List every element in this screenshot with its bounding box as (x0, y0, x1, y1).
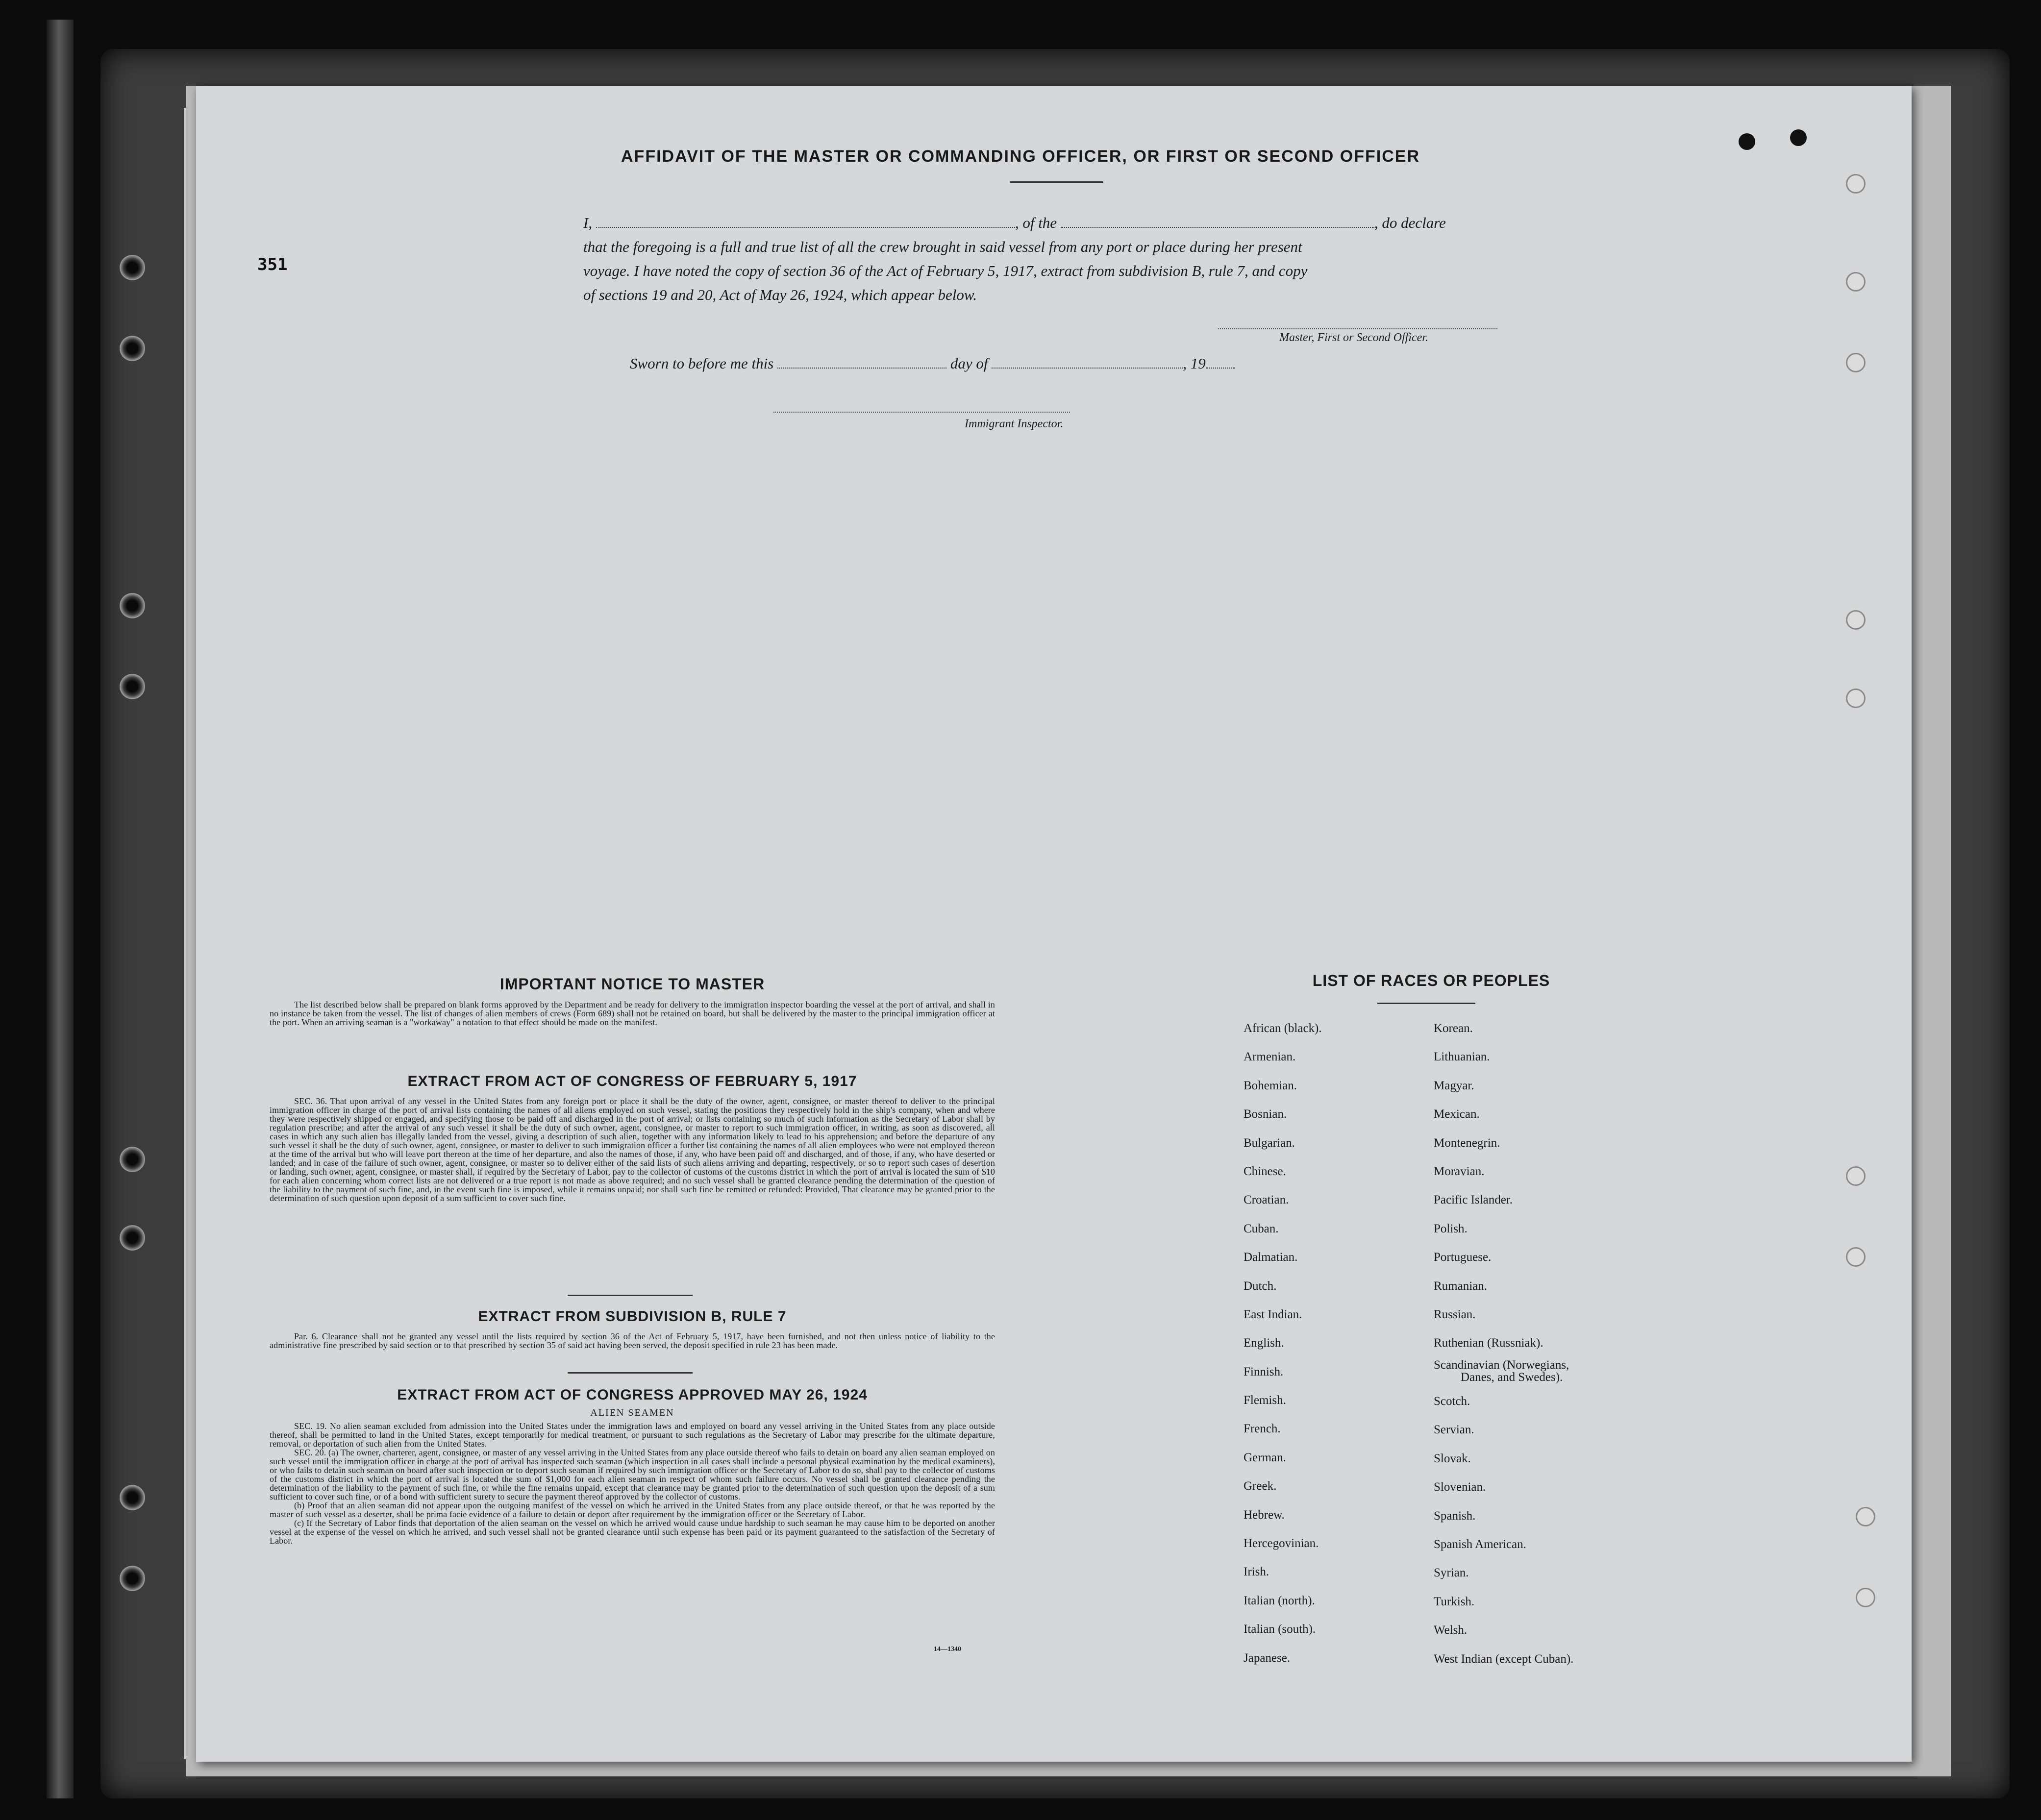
race-item: Rumanian. (1434, 1279, 1488, 1293)
notice-text: The list described below shall be prepared on blank forms approved by the Department and be ready for delivery to the immigration inspector boarding the vessel at the port of arrival, and shall in no instance be taken from the vessel. The list of changes of alien members of crews (Form 689) shall not be retained on board, but shall be delivered by the master to the principal immigration officer at the port. When an arriving seaman is a "workaway" a notation to that effect should be made on the manifest. (270, 1000, 995, 1027)
binder-hole (120, 1225, 145, 1251)
race-item: Mexican. (1434, 1107, 1480, 1121)
sec-20c-text: (c) If the Secretary of Labor finds that deportation of the alien seaman on the vessel on which he arrived would cause undue hardship to such seaman he may cause him to be deported on another vessel at the expense of the vessel on which he arrived, and such vessel shall not be granted clearance until such expense has been paid or its payment guaranteed to the satisfaction of the Secretary of Labor. (270, 1518, 995, 1546)
sheet-hole (1856, 1507, 1875, 1526)
race-item: Hebrew. (1244, 1508, 1285, 1522)
races-list-left (1244, 1014, 1322, 1672)
extract-1924 (270, 1387, 995, 1545)
day-of-text: day of (950, 355, 988, 372)
race-item: Pacific Islander. (1434, 1193, 1513, 1207)
race-item: Polish. (1434, 1222, 1468, 1235)
race-item: Irish. (1244, 1565, 1269, 1579)
notice-title: IMPORTANT NOTICE TO MASTER (499, 975, 765, 993)
race-item: Welsh. (1434, 1623, 1468, 1637)
affidavit-declaration (583, 211, 1534, 307)
section-divider (568, 1372, 693, 1374)
binder-hole (120, 1147, 145, 1172)
binder-edge (47, 20, 74, 1798)
inspector-signature-line[interactable] (773, 411, 1070, 413)
extract-1917 (270, 1073, 995, 1203)
sheet-hole (1846, 689, 1866, 708)
sheet-hole (1846, 272, 1866, 292)
name-blank[interactable] (596, 214, 1015, 228)
binder-hole (120, 1485, 145, 1510)
binder-hole (120, 255, 145, 280)
sec-20b-text: (b) Proof that an alien seaman did not appear upon the outgoing manifest of the vessel on which he arrived in the United States from any place outside thereof, or that he was reported by the master of such vessel as a deserter, shall be prima facie evidence of a failure to detain or deport after requirement by the immigration officer or the Secretary of Labor. (270, 1500, 995, 1519)
race-item: East Indian. (1244, 1307, 1302, 1321)
race-item: Dutch. (1244, 1279, 1277, 1293)
sheet-hole (1856, 1588, 1875, 1607)
binder-hole (120, 593, 145, 618)
race-item: French. (1244, 1422, 1281, 1436)
race-item: Servian. (1434, 1423, 1474, 1437)
race-item: Spanish. (1434, 1509, 1476, 1523)
race-item: West Indian (except Cuban). (1434, 1652, 1574, 1666)
notices-column (270, 975, 995, 1027)
sworn-year-blank[interactable] (1206, 357, 1235, 369)
declaration-line-4: of sections 19 and 20, Act of May 26, 1924, which appear below. (583, 286, 977, 303)
declaration-i: I, (583, 214, 593, 231)
section-divider (568, 1295, 693, 1296)
binder-hole (120, 336, 145, 361)
title-underline (1010, 181, 1103, 183)
binder-hole (120, 674, 145, 699)
race-item: Armenian. (1244, 1050, 1296, 1064)
master-signature-label: Master, First or Second Officer. (1279, 331, 1428, 344)
race-item: Italian (south). (1244, 1623, 1316, 1636)
race-item: Turkish. (1434, 1595, 1475, 1608)
declaration-line-1 (583, 211, 1534, 235)
race-item: Bulgarian. (1244, 1136, 1295, 1150)
race-item: Russian. (1434, 1307, 1476, 1321)
race-item (1434, 1358, 1573, 1387)
sheet-hole (1846, 174, 1866, 194)
declaration-line-3: voyage. I have noted the copy of section 36 of the Act of February 5, 1917, extract from subdivision B, rule 7, and copy (583, 262, 1308, 279)
sheet-hole (1846, 1166, 1866, 1186)
race-item: Chinese. (1244, 1164, 1286, 1178)
extract-1917-title: EXTRACT FROM ACT OF CONGRESS OF FEBRUARY 5, 1917 (407, 1073, 857, 1089)
form-number: 14—1340 (934, 1646, 961, 1653)
race-item: Bosnian. (1244, 1107, 1287, 1121)
race-item: Croatian. (1244, 1193, 1289, 1207)
race-item: Spanish American. (1434, 1538, 1526, 1551)
affidavit-title: AFFIDAVIT OF THE MASTER OR COMMANDING OFFICER, OR FIRST OR SECOND OFFICER (621, 147, 1420, 166)
sworn-month-blank[interactable] (992, 357, 1183, 369)
declaration-line-2: that the foregoing is a full and true list of all the crew brought in said vessel from any port or place during her present (583, 238, 1302, 255)
race-item: Ruthenian (Russniak). (1434, 1336, 1543, 1350)
race-item: Moravian. (1434, 1164, 1485, 1178)
race-item: Dalmatian. (1244, 1251, 1298, 1264)
vessel-blank[interactable] (1061, 214, 1374, 228)
race-item: Korean. (1434, 1022, 1473, 1035)
sheet-hole (1846, 353, 1866, 372)
sworn-line (630, 355, 1235, 372)
race-item: Bohemian. (1244, 1079, 1297, 1092)
races-list-right (1434, 1014, 1573, 1673)
extract-rule7-text: Par. 6. Clearance shall not be granted any vessel until the lists required by section 36 of the Act of February 5, 1917, have been furnished, and not then unless notice of liability to the administrative fine prescribed by said section or to that prescribed by section 35 of said act having been served, the deposit specified in rule 23 has been made. (270, 1331, 995, 1350)
race-item: Montenegrin. (1434, 1136, 1500, 1150)
binder-hole (120, 1566, 145, 1591)
sheet-hole (1846, 610, 1866, 630)
master-signature-line[interactable] (1218, 327, 1497, 329)
race-item-line: Danes, and Swedes). (1461, 1370, 1563, 1384)
races-title: LIST OF RACES OR PEOPLES (1312, 972, 1550, 989)
race-item: Magyar. (1434, 1079, 1474, 1092)
race-item: Syrian. (1434, 1566, 1469, 1580)
race-item: Italian (north). (1244, 1594, 1315, 1607)
race-item: Hercegovinian. (1244, 1537, 1319, 1550)
race-item: Flemish. (1244, 1394, 1286, 1407)
race-item: African (black). (1244, 1022, 1322, 1035)
extract-rule7 (270, 1308, 995, 1350)
extract-1917-text: SEC. 36. That upon arrival of any vessel in the United States from any foreign port or place it shall be the duty of the owner, agent, consignee, or master thereof to deliver to the principal immigration officer in charge of the port of arrival lists containing the names of all aliens employed on such vessel, stating the positions they respectively hold in the ship's company, when and where they were respectively shipped or engaged, and specifying those to be paid off and discharged in the port of arrival; or lists containing so much of such information as the Secretary of Labor shall by regulation prescribe; and after the arrival of any such vessel it shall be the duty of such owner, agent, consignee, or master to report to such immigration officer, in writing, as soon as discovered, all cases in which any such alien has illegally landed from the vessel, giving a description of such alien, together with any information likely to lead to his apprehension; and before the departure of any such vessel it shall be the duty of such owner, agent, consignee, or master to deliver to such immigration officer a further list containing the names of all alien employees who were not employed thereon at the time of the arrival but who will leave port thereon at the time of her departure, and also the names of those, if any, who have been paid off and discharged, and of those, if any, who have deserted or landed; and in case of the failure of such owner, agent, consignee, or master so to deliver either of the said lists of such aliens arriving and departing, respectively, or so to report such cases of desertion or landing, such owner, agent, consignee, or master shall, if required by the Secretary of Labor, pay to the collector of customs of the customs district in which the port of arrival is located the sum of $10 for each alien concerning whom correct lists are not delivered or a true report is not made as above required; and no such vessel shall be granted clearance pending the determination of the question of the liability to the payment of such fine, and, in the event such fine is imposed, while it remains unpaid; nor shall such fine be remitted or refunded: Provided, That clearance may be granted prior to the determination of such question upon deposit of a sum sufficient to cover such fine. (270, 1096, 995, 1203)
race-item: Portuguese. (1434, 1251, 1492, 1264)
race-item: Slovak. (1434, 1451, 1471, 1465)
sworn-text: Sworn to before me this (630, 355, 774, 372)
race-item: Slovenian. (1434, 1480, 1486, 1494)
race-item: Finnish. (1244, 1365, 1284, 1378)
race-item: English. (1244, 1336, 1284, 1350)
sec-19-text: SEC. 19. No alien seaman excluded from admission into the United States under the immigration laws and employed on board any vessel arriving in the United States from any place outside thereof, shall be permitted to land in the United States, except temporarily for medical treatment, or pursuant to such regulations as the Secretary of Labor may prescribe for the ultimate departure, removal, or deportation of such alien from the United States. (270, 1421, 995, 1449)
races-title-underline (1377, 1003, 1475, 1004)
extract-1924-title: EXTRACT FROM ACT OF CONGRESS APPROVED MAY 26, 1924 (397, 1387, 868, 1403)
sworn-day-blank[interactable] (777, 357, 946, 369)
sec-20a-text: SEC. 20. (a) The owner, charterer, agent, consignee, or master of any vessel arriving in the United States from any place outside thereof who fails to detain on board any alien seaman employed on such vessel until the immigration officer in charge at the port of arrival has inspected such seaman (which inspection in all cases shall include a personal physical examination by the medical examiners), or who fails to detain such seaman on board after such inspection or to deport such seaman if required by such immigration officer or the Secretary of Labor to do so, shall pay to the collector of customs of the customs district in which the port of arrival is located the sum of $1,000 for each alien seaman in respect of whom such failure occurs. No vessel shall be granted clearance pending the determination of the liability to the payment of such fine, or while the fine remains unpaid, except that clearance may be granted prior to the determination of such question upon the deposit of a sum sufficient to cover such fine, or of a bond with sufficient surety to secure the payment thereof approved by the collector of customs. (270, 1448, 995, 1501)
race-item-line: Scandinavian (Norwegians, (1434, 1358, 1569, 1372)
race-item: Greek. (1244, 1479, 1277, 1493)
punch-hole (1790, 129, 1807, 146)
declaration-of-the: , of the (1015, 214, 1057, 231)
year-prefix: , 19 (1183, 355, 1206, 372)
page-number-mark: 351 (257, 255, 288, 274)
race-item: Cuban. (1244, 1222, 1279, 1235)
race-item: Lithuanian. (1434, 1050, 1490, 1064)
inspector-signature-label: Immigrant Inspector. (965, 418, 1064, 430)
extract-rule7-title: EXTRACT FROM SUBDIVISION B, RULE 7 (478, 1308, 787, 1325)
race-item: Japanese. (1244, 1651, 1291, 1665)
sheet-edge-line (184, 108, 186, 1759)
race-item: German. (1244, 1451, 1286, 1464)
sheet-hole (1846, 1247, 1866, 1267)
alien-seamen-subtitle: ALIEN SEAMEN (590, 1407, 674, 1418)
declaration-do-declare: , do declare (1374, 214, 1446, 231)
race-item: Scotch. (1434, 1395, 1470, 1408)
